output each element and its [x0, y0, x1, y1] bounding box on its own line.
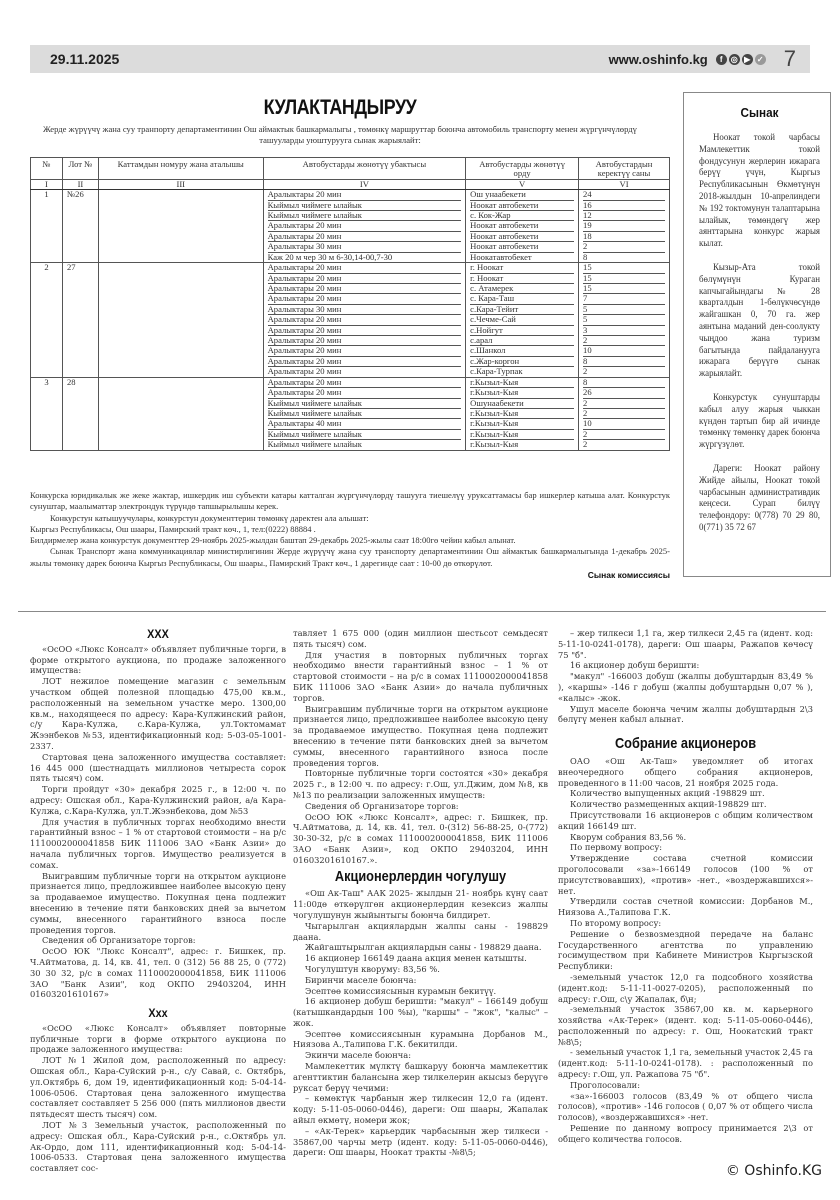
schedule-cell: [263, 263, 466, 378]
bus-count-cell-line: 19: [583, 221, 665, 231]
paragraph: 16 акционер добуш беришти: "макул" – 166149 добуш (катышкандардын 100 %ы), "каршы" – "жок", "калыс" – жок.: [293, 996, 548, 1028]
paragraph: «ОсОО «Люкс Консалт» объявляет публичные торги, в форме открытого аукциона, по продаже заложенного имущества:: [30, 643, 286, 676]
announcement-intro: Жерде жүрүүчү жана суу транпорту департаментинин Ош аймактык башкармалыгы , төмөнкү маршруттар боюнча автомобиль транспорту менен жүргүнчүлөрдү ташууларды уюштурууга сынак жарыялайт:: [43, 124, 637, 145]
footer-paragraph: Сынак Транспорт жана коммуникациялар министирлигинин Жерде жүрүүчү жана суу транспорту департаментинин Ош аймактык башкармалыгында 1-декабрь 2025-жылы төмөнкү дарек боюнча Кыргыз Республикасы, Ош шаары., Памирский Тракт көч., 1 дарегинде саат : 10-00 дө өткөрүлөт.: [30, 546, 670, 568]
schedule-cell-line: Кыймыл чиймеге ылайык: [268, 430, 462, 440]
schedule-cell-line: Каж 20 м чер 30 м 6-30,14-00,7-30: [267, 251, 393, 262]
departure-cell-line: г.Кызыл-Кыя: [470, 419, 574, 429]
bus-count-cell-line: 2: [583, 399, 665, 409]
departure-cell-line: с. Кок-Жар: [470, 211, 574, 221]
bus-count-cell-line: 15: [583, 274, 665, 284]
col-header-schedule: Автобустарды жөнөтүү убактысы: [263, 158, 466, 180]
lot-group-number: 2: [31, 263, 63, 378]
footer-paragraph: Кыргыз Республикасы, Ош шаары, Памирский тракт көч., 1, тел:(0222) 88884 .: [30, 523, 316, 534]
paragraph: – «Ак-Терек» карьердик чарбасынын жер тилкеси - 35867,00 чарчы метр (идент. коду: 5-11-05-0060-0446), дареги: Ош шаары, Ноокат тракты -№8\5;: [293, 1125, 548, 1158]
paragraph: «ОсОО «Люкс Консалт» объявляет повторные публичные торги в форме открытого аукциона по продаже заложенного имущества:: [30, 1022, 286, 1055]
col-header-route: Каттамдын номуру жана аталышы: [98, 158, 263, 180]
paragraph: Выигравшим публичные торги на открытом аукционе признается лицо, предложившее наиболее высокую цену за продаваемое имущество. Покупная цена подлежит внесению в течение пяти банковских дней за вычетом суммы, внесенного гарантийного взноса после проведения торгов.: [30, 870, 286, 935]
bus-count-cell-line: 2: [583, 439, 588, 450]
schedule-cell-line: Аралыктары 40 мин: [268, 419, 462, 429]
paragraph: Эсептөө комиссиясынын курамын бекитүү.: [305, 985, 497, 996]
col-header-count: Автобустардын керектүү саны: [579, 158, 670, 180]
lot-number: 28: [62, 377, 98, 450]
routes-table: [30, 157, 670, 451]
column-2: [293, 628, 548, 1158]
copyright-watermark: © Oshinfo.KG: [725, 1163, 822, 1179]
departure-cell-line: г.Кызыл-Кыя: [470, 439, 519, 450]
table-row: [31, 190, 670, 263]
departure-cell-line: Ош унаабекети: [470, 190, 574, 200]
header-right: [609, 46, 796, 72]
schedule-cell: [263, 377, 466, 450]
paragraph: Сведения об Организаторе торгов:: [305, 800, 459, 811]
bus-count-cell-line: 8: [583, 357, 665, 367]
paragraph: ЛОТ нежилое помещение магазин с земельным участком общей полезной площадью 475,00 кв.м., расположенный на земельном участке меро. 1300,00 кв.м., находящееся по адресу: Кара-Кулжинский район, с/у Кара-Кулжа, с.Кара-Кулжа, ул.Токтомамат Жээнбеков №53, идентификационный код: 5-03-05-1001-2337.: [30, 676, 286, 751]
paragraph: Биринчи маселе боюнча:: [305, 974, 417, 985]
shareholders-meeting-ru-title: Собрание акционеров: [614, 735, 757, 753]
bus-count-cell-line: 2: [583, 336, 665, 346]
bus-count-cell-line: 2: [583, 409, 665, 419]
paragraph: По второму вопросу:: [570, 917, 662, 928]
departure-cell-line: Ноокат автобекети: [470, 201, 574, 211]
column-3: [558, 628, 813, 1145]
roman-numeral: VI: [579, 179, 670, 189]
departure-cell-line: с.Жар-коргон: [470, 357, 574, 367]
schedule-cell-line: Кыймыл чиймеге ылайык: [268, 399, 462, 409]
departure-cell-line: с.Чечме-Сай: [470, 315, 574, 325]
departure-cell-line: с. Кара-Таш: [470, 294, 574, 304]
paragraph: "макул" -166003 добуш (жалпы добуштардын 83,49 % ), «каршы» -146 г добуш (жалпы добуштардын 0,07 % ), «калыс» -жок.: [558, 671, 813, 703]
departure-cell-line: г.Кызыл-Кыя: [470, 378, 574, 388]
schedule-cell-line: Аралыктары 20 мин: [268, 263, 462, 273]
departure-cell-line: г.Кызыл-Кыя: [470, 388, 574, 398]
table-row: [31, 377, 670, 450]
schedule-cell-line: Кыймыл чиймеге ылайык: [268, 211, 462, 221]
shareholders-meeting-ky-body: [293, 888, 548, 1158]
schedule-cell-line: Аралыктары 20 мин: [268, 378, 462, 388]
departure-cell-line: Ноокат автобекети: [470, 232, 574, 242]
departure-cell-line: г. Ноокат: [470, 263, 574, 273]
roman-numeral: IV: [263, 179, 466, 189]
bus-count-cell: [579, 377, 670, 450]
roman-numeral: I: [31, 179, 63, 189]
bus-count-cell-line: 8: [583, 378, 665, 388]
paragraph: ЛОТ №3 Земельный участок, расположенный по адресу: Ошская обл., Кара-Суйский р-н., с.Октябрь ул. Ак-Ордо, дом 111, идентификационный код: 5-04-14-1006-0533. Стартовая цена заложенного имущества составляет сос-: [30, 1120, 286, 1174]
col-header-departure: Автобустарды жөнөтүү орду: [466, 158, 579, 180]
bus-count-cell: [579, 190, 670, 263]
schedule-cell-line: Кыймыл чиймеге ылайык: [268, 201, 462, 211]
bus-count-cell-line: 16: [583, 201, 665, 211]
schedule-cell-line: Аралыктары 20 мин: [267, 366, 342, 377]
bus-count-cell-line: 8: [583, 251, 588, 262]
paragraph: По первому вопросу:: [570, 842, 663, 853]
bus-count-cell: [579, 263, 670, 378]
bus-count-cell-line: 5: [583, 305, 665, 315]
bus-count-cell-line: 7: [583, 294, 665, 304]
schedule-cell-line: Аралыктары 20 мин: [268, 274, 462, 284]
schedule-cell-line: Аралыктары 20 мин: [268, 221, 462, 231]
paragraph: ОсОО ЮК "Люкс Консалт", адрес: г. Бишкек, пр. Ч.Айтматова, д. 14, кв. 41, тел. 0 (312) 56 88 25, 0 (772) 30 30 32, р/с в сомах 1110002000041858, БИК 111006 ЗАО "Банк Азии", код ОКПО 29403204, ИНН 01603201610167»: [30, 946, 286, 1000]
section-divider: [18, 611, 826, 612]
paragraph: Количество выпущенных акций -198829 шт.: [570, 788, 765, 799]
page-header: [30, 45, 810, 73]
paragraph: Торги пройдут «30» декабря 2025 г., в 12:00 ч. по адресу: Ошская обл., Кара-Кулжинский район, а/а Кара-Кулжа, с.Кара-Кулжа, ул.Т.Жээнбекова, дом №53: [30, 784, 286, 816]
roman-numeral: III: [98, 179, 263, 189]
schedule-cell-line: Кыймыл чиймеге ылайык: [268, 409, 462, 419]
schedule-cell-line: Аралыктары 20 мин: [268, 326, 462, 336]
sidebar-paragraph: Ноокат токой чарбасы Мамлекеттик токой фондусунун жерлерин ижарага берүү үчүн, Кыргыз Республикасынын Өкмөтүнүн 2018-жылдын 10-апрелиндеги № 192 токтомунун талаптарына ылайык, төмөндөгү жер аянттарына конкурс жарыя кылат.: [699, 132, 820, 249]
schedule-cell-line: Аралыктары 20 мин: [268, 357, 462, 367]
departure-cell-line: с. Атамерек: [470, 284, 574, 294]
shareholders-meeting-ky-title: Акционерлердин чогулушу: [334, 867, 507, 885]
paragraph: Стартовая цена заложенного имущества составляет: 16 445 000 (шестнадцать миллионов четыреста сорок пять тысяч) сом.: [30, 751, 286, 784]
bus-count-cell-line: 2: [583, 366, 588, 377]
bus-count-cell-line: 10: [583, 346, 665, 356]
signature: Сынак комиссиясы: [587, 570, 670, 581]
schedule-cell-line: Аралыктары 20 мин: [268, 315, 462, 325]
paragraph: Ушул маселе боюнча чечим жалпы добуштардын 2\3 бөлүгү менен кабыл алынат.: [558, 703, 813, 725]
paragraph: Количество размещенных акций-198829 шт.: [570, 799, 767, 810]
youtube-icon[interactable]: ▶: [742, 54, 753, 65]
bus-count-cell-line: 10: [583, 419, 665, 429]
paragraph: «Ош Ак-Таш" ААК 2025- жылдын 21- ноябрь күнү саат 11:00дө өткөрүлгөн акционерлердин кезексиз жалпы чогулушунун жыйынтыгы боюнча билдирет.: [293, 888, 548, 920]
schedule-cell-line: Аралыктары 20 мин: [268, 284, 462, 294]
sidebar-paragraph: Дареги: Ноокат району Жийде айылы, Ноокат токой чарбасынын административдик кеңсеси. Сурап билүү телефондору: 0(778) 70 29 80, 0(771) 35 72 67: [699, 462, 820, 532]
paragraph: Чыгарылган акциялардын жалпы саны - 198829 даана.: [293, 920, 548, 942]
bus-count-cell-line: 12: [583, 211, 665, 221]
sidebar-paragraph: Конкурстук сунуштарды кабыл алуу жарыя чыккан күндөн тартып бир ай ичинде төмөнкү төмөнкү дарек боюнча жүргүзүлөт.: [699, 391, 820, 450]
paragraph: Утверждение состава счетной комиссии проголосовали «за»-166149 голосов (100 % от присутствовавших), «против» -нет., «воздержавшихся»-нет.: [558, 853, 813, 896]
paragraph: Сведения об Организаторе торгов:: [42, 935, 196, 946]
paragraph: Экинчи маселе боюнча:: [305, 1050, 411, 1061]
route-cell: [98, 377, 263, 450]
issue-date: 29.11.2025: [50, 51, 120, 67]
paragraph: ЛОТ №1 Жилой дом, расположенный по адресу: Ошская обл., Кара-Суйский р-н., с/у Савай, с. Октябрь, ул.Октябрь 6, дом 19, идентификационный код: 5-04-14-1006-0506. Стартовая цена заложенного имущества составляет составляет 5 256 000 (пять миллионов двести пятьдесят шесть тысяч) сом.: [30, 1055, 286, 1120]
auction-2-continued: [293, 628, 548, 866]
site-url-link[interactable]: www.oshinfo.kg: [608, 51, 708, 67]
bus-count-cell-line: 18: [583, 232, 665, 242]
footer-paragraph: Конкурстун катышуучулары, конкурстун документтерин төмөнкү даректен ала алышат:: [50, 512, 369, 523]
bus-count-cell-line: 15: [583, 284, 665, 294]
departure-cell-line: Ноокат автобекети: [470, 242, 574, 252]
roman-numeral: II: [62, 179, 98, 189]
table-row: [31, 263, 670, 378]
departure-cell-line: г. Ноокат: [470, 274, 574, 284]
departure-cell-line: с.Шанкол: [470, 346, 574, 356]
lot-group-number: 1: [31, 190, 63, 263]
departure-cell-line: Ошунаабекети: [470, 399, 574, 409]
schedule-cell-line: Аралыктары 20 мин: [268, 190, 462, 200]
departure-cell-line: с.Кара-Тейит: [470, 305, 574, 315]
paragraph: Утвердили состав счетной комиссии: Дорбанов М., Ниязова А.,Талипова Г.К.: [558, 896, 813, 918]
schedule-cell-line: Аралыктары 20 мин: [268, 232, 462, 242]
route-cell: [98, 190, 263, 263]
paragraph: Решение по данному вопросу принимается 2\3 от общего количества голосов.: [558, 1123, 813, 1144]
announcement-footer: [30, 490, 670, 581]
schedule-cell-line: Аралыктары 20 мин: [268, 336, 462, 346]
announcement-title: КУЛАКТАНДЫРУУ: [263, 96, 417, 119]
column-1: [30, 628, 286, 1174]
lot-number: №26: [62, 190, 98, 263]
paragraph: 16 акционер 166149 даана акция менен катышты.: [305, 953, 527, 964]
departure-cell-line: г.Кызыл-Кыя: [470, 409, 574, 419]
facebook-icon[interactable]: f: [716, 54, 727, 65]
departure-cell-line: Ноокатавтобекет: [470, 251, 532, 262]
sidebar-title: Сынак: [740, 105, 779, 120]
departure-cell: [466, 263, 579, 378]
paragraph: Мамлекеттик мүлктү башкаруу боюнча мамлекеттик агенттиктин балансына жер тилкелерин акысыз берүүгө руксат берүү чечими:: [293, 1061, 548, 1093]
departure-cell-line: Ноокат автобекети: [470, 221, 574, 231]
sidebar-competition-box: [683, 92, 831, 577]
departure-cell-line: г.Кызыл-Кыя: [470, 430, 574, 440]
auction-2-title: Ххх: [148, 1006, 168, 1021]
shareholders-meeting-ru-body: [558, 756, 813, 1145]
table-roman-row: [31, 179, 670, 189]
bus-count-cell-line: 2: [583, 430, 665, 440]
page-number: 7: [783, 46, 796, 71]
paragraph: Кворум собрания 83,56 %.: [570, 831, 687, 842]
paragraph: Для участия в повторных публичных торгах необходимо внести гарантийный взнос – 1 % от стартовой стоимости – на р/с в сомах 1110002000041858 БИК 111006 ЗАО «Банк Азии» до начала публичных торгов.: [293, 649, 548, 703]
schedule-cell: [263, 190, 466, 263]
paragraph: ОсОО ЮК «Люкс Консалт», адрес: г. Бишкек, пр. Ч.Айтматова, д. 14, кв. 41, тел. 0-(312) 56-88-25, 0-(772) 30-30-32, р/с в сомах 1110002000041858, БИК 111006 ЗАО «Банк Азии», код ОКПО 29403204, ИНН 01603201610167.».: [293, 811, 548, 865]
col-header-lot: Лот №: [62, 158, 98, 180]
schedule-cell-line: Аралыктары 30 мин: [268, 305, 462, 315]
route-cell: [98, 263, 263, 378]
paragraph: -земельный участок 35867,00 кв. м. карьерного хозяйства «Ак-Терек» (идент. код: 5-11-05-0060-0446), расположенный по адресу: г. Ош, Ноокатский тракт №8\5;: [558, 1004, 813, 1047]
schedule-cell-line: Аралыктары 20 мин: [268, 388, 462, 398]
auction-1-title: ХХХ: [147, 627, 169, 641]
schedule-cell-line: Кыймыл чиймеге ылайык: [267, 439, 362, 450]
table-header-row: [31, 158, 670, 180]
paragraph: – жер тилкеси 1,1 га, жер тилкеси 2,45 га (идент. код: 5-11-10-0241-0178), дареги: Ош шаары, Ражапов көчөсү 75 "б".: [558, 628, 813, 660]
paragraph: - земельный участок 1,1 га, земельный участок 2,45 га (идент.код: 5-11-10-0241-0178). : расположенный по адресу: г.Ош, ул. Ражапова 75 "б".: [558, 1047, 813, 1080]
bus-count-cell-line: 24: [583, 190, 665, 200]
paragraph: Жайгаштырылган акциялардын саны - 198829 даана.: [305, 942, 542, 953]
lot-group-number: 3: [31, 377, 63, 450]
bus-count-cell-line: 15: [583, 263, 665, 273]
auction-2-body: [30, 1023, 286, 1174]
lot-number: 27: [62, 263, 98, 378]
bus-count-cell-line: 3: [583, 326, 665, 336]
shareholders-meeting-ky-continued: [558, 628, 813, 725]
sidebar-paragraph: Кызыр-Ата токой бөлүмүнүн Кураган капчыгайындагы № 28 кварталдын 1-бөлүкчөсүндө жайгашкан 0, 70 га. жер аянтына маданий ден-соолукту чыңдоо жана туризм багытында пайдаланууга ижарага берүүгө сынак жарыялайт.: [699, 261, 820, 379]
twitter-icon[interactable]: ✓: [755, 54, 766, 65]
paragraph: Чогулуштун кворуму: 83,56 %.: [305, 963, 440, 974]
paragraph: Присутствовали 16 акционеров с общим количеством акций 166149 шт.: [558, 809, 813, 831]
roman-numeral: V: [466, 179, 579, 189]
departure-cell: [466, 377, 579, 450]
departure-cell: [466, 190, 579, 263]
col-header-no: №: [31, 158, 63, 180]
instagram-icon[interactable]: ◎: [729, 54, 740, 65]
paragraph: – көмөктүк чарбанын жер тилкесин 12,0 га (идент. коду: 5-11-05-0060-0446), дареги: Ош шаары, Жапалак айыл өкмөтү, номери жок;: [293, 1093, 548, 1126]
paragraph: Проголосовали:: [570, 1079, 641, 1090]
bus-count-cell-line: 26: [583, 388, 665, 398]
social-icons: [716, 54, 766, 65]
paragraph: тавляет 1 675 000 (один миллион шестьсот семьдесят пять тысяч) сом.: [293, 628, 548, 649]
paragraph: Эсептөө комиссиясынын курамына Дорбанов М., Ниязова А.,Талипова Г.К. бекитилди.: [293, 1028, 548, 1050]
schedule-cell-line: Аралыктары 20 мин: [268, 294, 462, 304]
footer-paragraph: Конкурска юридикалык же жеке жактар, ишкердик иш субъекти катары катталган жүргүнчүлөрдү ташууга тиешелүү уруксаттамасы бар ишкерлер катыша алат. Конкурстук сунуштар, маалыматтар электрондук түрүндө тапшырылышы керек.: [30, 490, 670, 512]
auction-1-body: [30, 644, 286, 1000]
bus-count-cell-line: 2: [583, 242, 665, 252]
main-announcement: [0, 90, 680, 146]
paragraph: Выигравшим публичные торги на открытом аукционе признается лицо, предложившее наиболее высокую цену за продаваемое имущество. Покупная цена подлежит внесению в течение пяти банковских дней за вычетом суммы, внесенного гарантийного взноса после проведения торгов.: [293, 703, 548, 768]
departure-cell-line: с.Нойгут: [470, 326, 574, 336]
departure-cell-line: с.Кара-Турпак: [470, 366, 523, 377]
paragraph: Для участия в публичных торгах необходимо внести гарантийный взнос – 1 % от стартовой стоимости – на р/с 1110002000041858 БИК 111006 ЗАО «Банк Азии» до начала публичных торгов. Имущество реализуется в сомах.: [30, 816, 286, 870]
bus-count-cell-line: 5: [583, 315, 665, 325]
departure-cell-line: с.арал: [470, 336, 574, 346]
schedule-cell-line: Аралыктары 20 мин: [268, 346, 462, 356]
paragraph: Решение о безвозмездной передаче на баланс Государственного агентства по управлению госимуществом при Кабинете Министров Кыргызской Республики:: [558, 928, 813, 972]
schedule-cell-line: Аралыктары 30 мин: [268, 242, 462, 252]
paragraph: ОАО «Ош Ак-Таш» уведомляет об итогах внеочередного общего собрания акционеров, проведенного в 11:00 часов, 21 ноября 2025 года.: [558, 755, 813, 788]
paragraph: Повторные публичные торги состоятся «30» декабря 2025 г., в 12:00 ч. по адресу: г.Ош, ул.Джим, дом №8, кв №13 по реализации заложенных имуществ:: [293, 768, 548, 800]
paragraph: 16 акционер добуш беришти:: [570, 660, 700, 671]
paragraph: -земельный участок 12,0 га подсобного хозяйства (идент.код: 5-11-11-0027-0205), расположенный по адресу: г.Ош, с\у Жапалак, б\н;: [558, 971, 813, 1004]
footer-paragraph: Билдирмелер жана конкурстук документтер 29-ноябрь 2025-жылдан баштап 29-декабрь 2025-жылы саат 18:00гө чейин кабыл алынат.: [30, 535, 516, 546]
paragraph: «за»-166003 голосов (83,49 % от общего числа голосов), «против» -146 голосов ( 0,07 % от общего числа голосов), «воздержавшихся» -нет.: [558, 1090, 813, 1123]
routes-table-body: [31, 190, 670, 450]
